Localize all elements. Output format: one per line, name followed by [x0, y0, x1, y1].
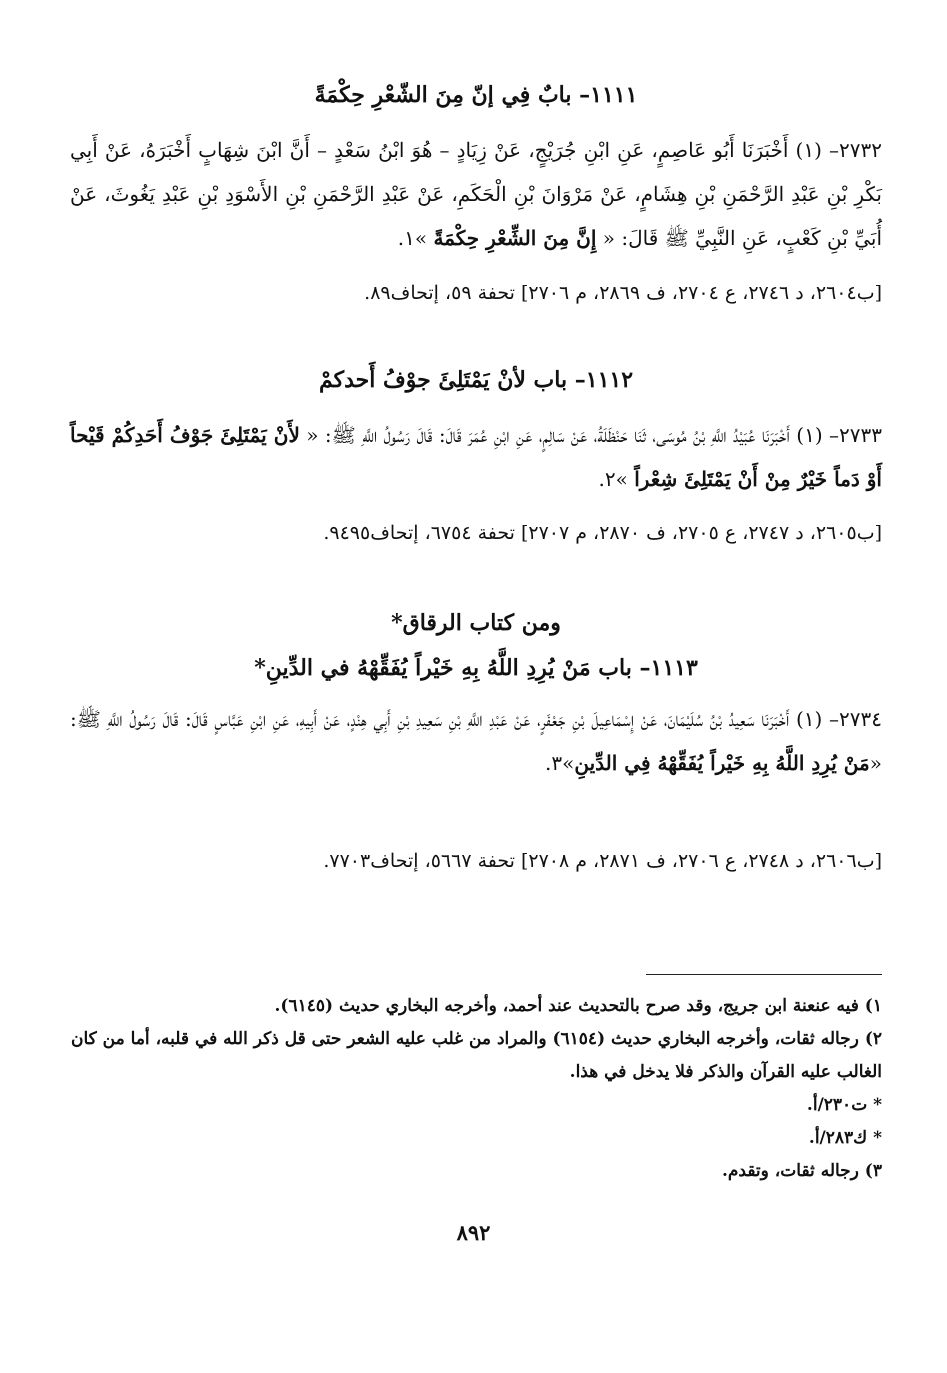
hadith-quote: إِنَّ مِنَ الشِّعْرِ حِكْمَةً [433, 226, 597, 250]
chapter-title-1111: ١١١١– بابٌ فِي إنّ مِنَ الشّعْرِ حِكْمَةً [314, 82, 638, 108]
hadith-references: [ب٢٦٠٥، د ٢٧٤٧، ع ٢٧٠٥، ف ٢٨٧٠، م ٢٧٠٧] تحفة ٦٧٥٤، إتحاف٩٤٩٥. [323, 522, 882, 544]
chapter-title-1113: ١١١٣– باب مَنْ يُرِدِ اللَّهُ بِهِ خَيْراً يُفَقِّهْهُ في الدِّينِ* [254, 655, 698, 681]
hadith-references: [ب٢٦٠٤، د ٢٧٤٦، ع ٢٧٠٤، ف ٢٨٦٩، م ٢٧٠٦] تحفة ٥٩، إتحاف٨٩. [364, 282, 882, 304]
hadith-2733 [70, 413, 882, 501]
hadith-footnote-ref: »١. [397, 226, 434, 250]
hadith-2732 [70, 128, 882, 260]
page-number: ٨٩٢ [456, 1220, 491, 1245]
hadith-footnote-ref: »٢. [598, 467, 635, 491]
footnote-2: ٢) رجاله ثقات، وأخرجه البخاري حديث (٦١٥٤) والمراد من غلب عليه الشعر حتى قل ذكر الله في قلبه، أما من كان الغالب عليه القرآن والذكر فلا يدخل في هذا. [71, 1029, 882, 1082]
hadith-text: ٢٧٣٤– (١) أَخْبَرَنَا سَعِيدُ بْنُ سُلَيْمَانَ، عَنْ إِسْمَاعِيلَ بْنِ جَعْفَرٍ، عَنْ عَبْدِ اللَّهِ بْنِ سَعِيدِ بْنِ أَبِي هِنْدٍ، عَنْ أَبِيهِ، عَنِ ابْنِ عَبَّاسٍ قَالَ: قَالَ رَسُولُ اللَّهِ ﷺ: « [70, 707, 882, 775]
hadith-text: ٢٧٣٣– (١) أَخْبَرَنَا عُبَيْدُ اللَّهِ بْنُ مُوسَى، ثَنَا حَنْظَلَةُ، عَنْ سَالِمٍ، عَنِ ابْنِ عُمَرَ قَالَ: قَالَ رَسُولُ اللَّهِ ﷺ: « [299, 423, 882, 447]
footnote-divider [646, 974, 882, 975]
footnote-3: ٣) رجاله ثقات، وتقدم. [721, 1161, 882, 1181]
footnote-manuscript-k: * ك٢٨٣/أ. [808, 1128, 882, 1148]
hadith-references: [ب٢٦٠٦، د ٢٧٤٨، ع ٢٧٠٦، ف ٢٨٧١، م ٢٧٠٨] تحفة ٥٦٦٧، إتحاف٧٧٠٣. [323, 850, 882, 872]
hadith-footnote-ref: »٣. [545, 751, 575, 775]
hadith-2734 [70, 697, 882, 785]
footnotes [70, 990, 882, 1188]
hadith-text: ٢٧٣٢– (١) أَخْبَرَنَا أَبُو عَاصِمٍ، عَنِ ابْنِ جُرَيْجٍ، عَنْ زِيَادٍ – هُوَ ابْنُ سَعْدٍ – أَنَّ ابْنَ شِهَابٍ أَخْبَرَهُ، عَنْ أَبِي بَكْرِ بْنِ عَبْدِ الرَّحْمَنِ بْنِ هِشَامٍ، عَنْ مَرْوَانَ بْنِ الْحَكَمِ، عَنْ عَبْدِ الرَّحْمَنِ بْنِ الأَسْوَدِ بْنِ عَبْدِ يَغُوثَ، عَنْ أُبَيِّ بْنِ كَعْبٍ، عَنِ النَّبِيِّ ﷺ قَالَ: « [70, 138, 882, 250]
hadith-quote: لأَنْ يَمْتَلِئَ جَوْفُ أَحَدِكُمْ قَيْحاً أَوْ دَماً خَيْرٌ مِنْ أَنْ يَمْتَلِئَ شِعْراً [70, 423, 882, 491]
footnote-manuscript-t: * ت٢٣٠/أ. [806, 1095, 882, 1115]
hadith-quote: مَنْ يُرِدِ اللَّهُ بِهِ خَيْراً يُفَقِّهْهُ فِي الدِّينِ [574, 751, 870, 775]
footnote-1: ١) فيه عنعنة ابن جريج، وقد صرح بالتحديث عند أحمد، وأخرجه البخاري حديث (٦١٤٥). [274, 996, 882, 1016]
chapter-title-1112: ١١١٢– باب لأنْ يَمْتَلِئَ جوْفُ أَحدكمْ [318, 367, 634, 393]
book-title: ومن كتاب الرقاق* [391, 610, 561, 636]
